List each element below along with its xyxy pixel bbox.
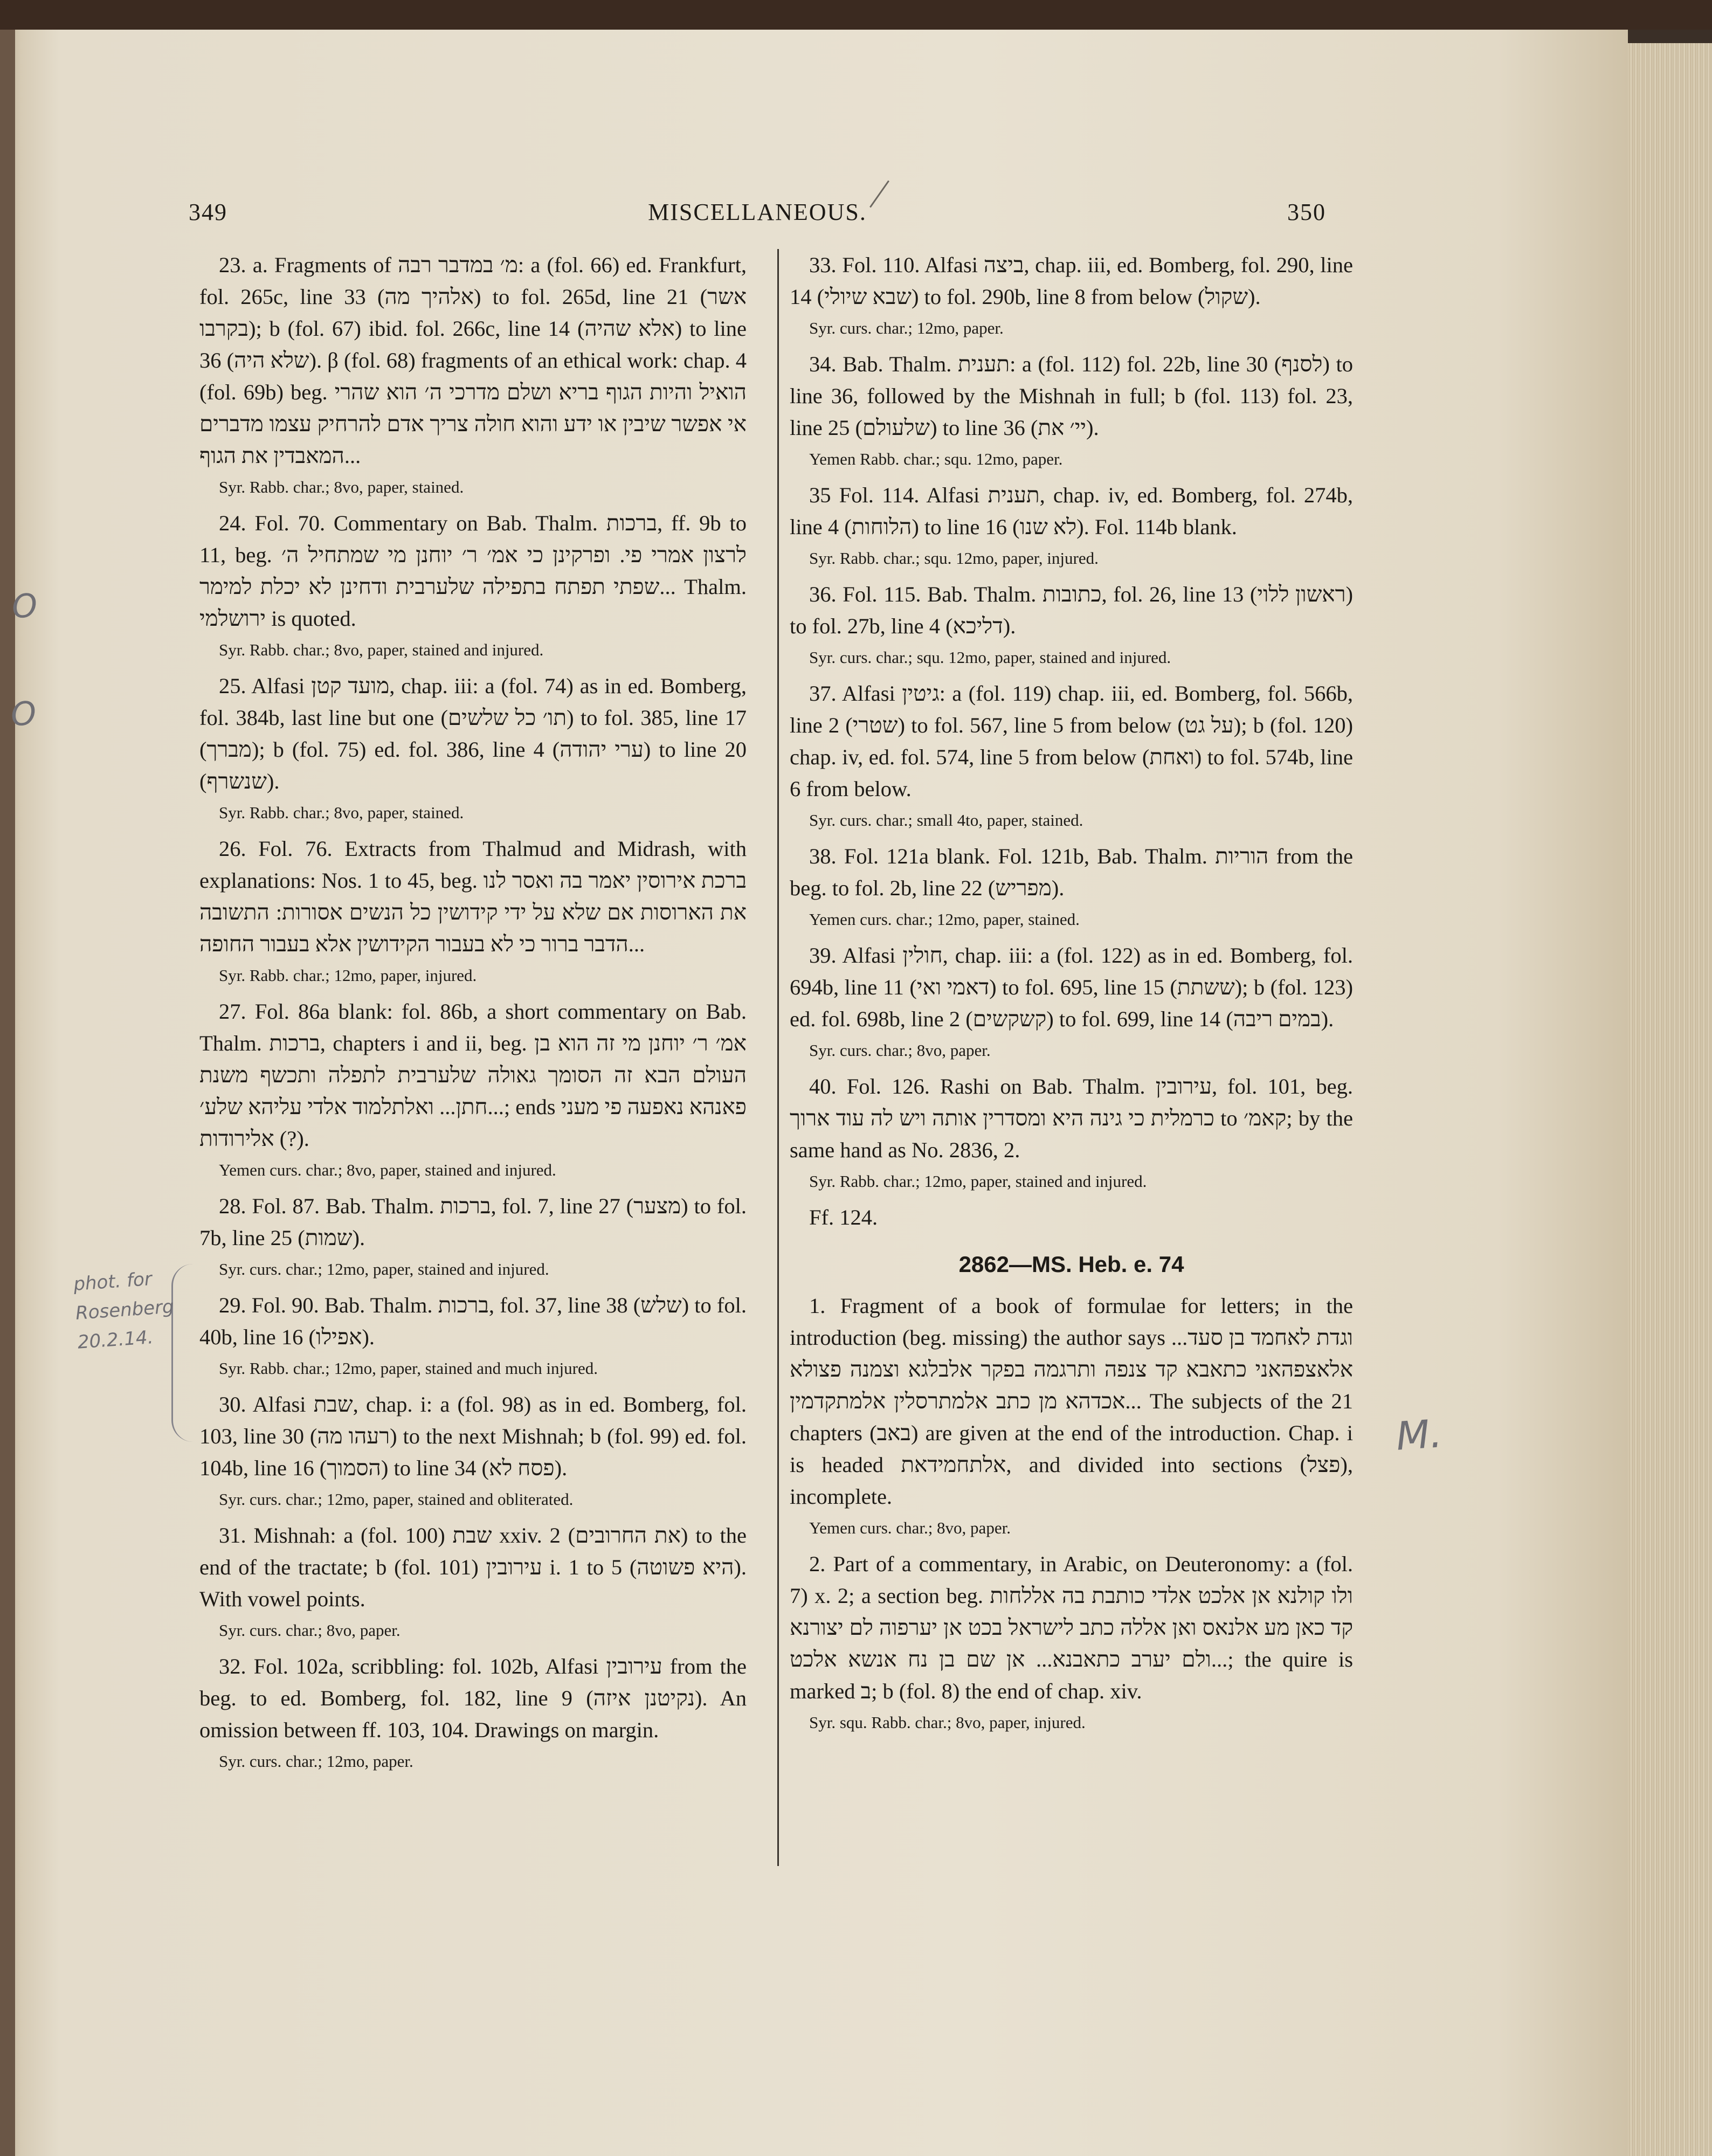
entry-31 <box>199 1519 747 1643</box>
entry-note: Syr. curs. char.; 12mo, paper. <box>809 319 1004 337</box>
entry-39 <box>790 939 1353 1063</box>
entry-38 <box>790 840 1353 932</box>
pencil-mark-right: M. <box>1395 1411 1444 1459</box>
entry-note: Syr. Rabb. char.; 8vo, paper, stained. <box>219 803 464 822</box>
book-binding <box>0 30 15 2156</box>
entry-note: Syr. curs. char.; small 4to, paper, stained. <box>809 811 1083 830</box>
entry-note: Syr. curs. char.; 12mo, paper. <box>219 1752 413 1771</box>
entry-note: Syr. curs. char.; 8vo, paper. <box>809 1041 991 1060</box>
entry-28 <box>199 1190 747 1282</box>
page-edges <box>1628 43 1712 2156</box>
page-number-left: 349 <box>189 199 227 225</box>
entry-text: 27. Fol. 86a blank: fol. 86b, a short commentary on Bab. Thalm. ברכות, chapters i and ii, beg. אמ׳ ר׳ יוחנן מי זה הוא בן העולם הבא זה הסומך גאולה שלערבית לתפלה ותכשף משנת חתן... ואלתלמוד אלדי עליהא שלע׳...; ends פאנהא נאפעה פי מעני אלירודות (?). <box>199 999 747 1151</box>
entry-note: Syr. Rabb. char.; 8vo, paper, stained. <box>219 478 464 496</box>
ms-entry-2 <box>790 1548 1353 1735</box>
ms-entry-1 <box>790 1290 1353 1540</box>
entry-note: Syr. curs. char.; squ. 12mo, paper, stained and injured. <box>809 648 1171 667</box>
entry-note: Syr. Rabb. char.; 8vo, paper, stained and injured. <box>219 640 544 659</box>
page-title: MISCELLANEOUS. <box>648 199 867 225</box>
entry-29 <box>199 1289 747 1381</box>
entry-note: Syr. Rabb. char.; 12mo, paper, injured. <box>219 966 477 985</box>
entry-33 <box>790 249 1353 341</box>
entry-text: 37. Alfasi גיטין: a (fol. 119) chap. iii, ed. Bomberg, fol. 566b, line 2 (שטרי) to fol. 567, line 5 from below (על גט); b (fol. 120) chap. iv, ed. fol. 574, line 5 from below (ואחת) to fol. 574b, line 6 from below. <box>790 681 1353 801</box>
entry-note: Syr. Rabb. char.; 12mo, paper, stained and much injured. <box>219 1359 598 1378</box>
pencil-bracket <box>171 1264 195 1442</box>
entry-text: 1. Fragment of a book of formulae for letters; in the introduction (beg. missing) the author says ...וגדת לאחמד בן סעד אלאצפהאני כתאבא קד צנפה ותרגמה בפקר אלבלגא וצמנה פצולא אכדהא מן כתב אלמתרסלין אלמתקדמין... The subjects of the 21 chapters (באב) are given at the end of the introduction. Chap. i is headed אלתחמידאת, and divided into sections (פצל), incomplete. <box>790 1294 1354 1509</box>
entry-note: Yemen curs. char.; 8vo, paper, stained and injured. <box>219 1160 556 1179</box>
entry-24 <box>199 507 747 662</box>
pencil-mark-left-1: O <box>10 586 39 626</box>
entry-text: 26. Fol. 76. Extracts from Thalmud and Midrash, with explanations: Nos. 1 to 45, beg. ברכת אירוסין יאמר בה ואסר לנו את הארוסות אם שלא על ידי קידושין כל הנשים אסורות: התשובה הדבר ברור כי לא בעבור הקידושין אלא בעבור החופה... <box>199 837 747 956</box>
entry-23 <box>199 249 747 500</box>
entry-25 <box>199 670 747 825</box>
entry-note: Syr. Rabb. char.; 12mo, paper, stained and injured. <box>809 1172 1147 1191</box>
entry-note: Syr. curs. char.; 12mo, paper, stained and injured. <box>219 1260 549 1279</box>
entry-text: 2. Part of a commentary, in Arabic, on Deuteronomy: a (fol. 7) x. 2; a section beg. ולו קולנא אן אלכט אלדי כותבת בה אללחות קד כאן מע אלנאס ואן אללה כתב לישראל בכט אן יערפוה לם יצורנא ולם יערב כתאבנא... אן שם בן נח אנשא אלכט...; the quire is marked ב; b (fol. 8) the end of chap. xiv. <box>790 1552 1353 1703</box>
entry-note: Yemen curs. char.; 12mo, paper, stained. <box>809 910 1080 929</box>
entry-text: 28. Fol. 87. Bab. Thalm. ברכות, fol. 7, line 27 (מצער) to fol. 7b, line 25 (שמות). <box>199 1194 747 1250</box>
entry-text: 25. Alfasi מועד קטן, chap. iii: a (fol. 74) as in ed. Bomberg, fol. 384b, last line but one (תו׳ כל שלשים) to fol. 385, line 17 (מברך); b (fol. 75) ed. fol. 386, line 4 (ערי יהודה) to line 20 (שנשרף). <box>199 674 747 793</box>
entry-34 <box>790 348 1353 472</box>
page-number-right: 350 <box>1287 199 1326 225</box>
entry-note: Syr. curs. char.; 12mo, paper, stained and obliterated. <box>219 1490 574 1509</box>
pencil-photo-note: phot. for Rosenberg 20.2.14. <box>73 1268 175 1353</box>
entry-27 <box>199 996 747 1183</box>
entry-37 <box>790 678 1353 833</box>
entry-text: 34. Bab. Thalm. תענית: a (fol. 112) fol. 22b, line 30 (לסנף) to line 36, followed by the Mishnah in full; b (fol. 113) fol. 23, line 25 (שלעולם) to line 36 (יי׳ את). <box>790 352 1353 440</box>
manuscript-heading: 2862—MS. Heb. e. 74 <box>958 1252 1184 1277</box>
entry-note: Syr. curs. char.; 8vo, paper. <box>219 1621 401 1640</box>
entry-text: 33. Fol. 110. Alfasi ביצה, chap. iii, ed. Bomberg, fol. 290, line 14 (שבא שיולי) to fol. 290b, line 8 from below (שקול). <box>790 253 1354 309</box>
entry-text: 32. Fol. 102a, scribbling: fol. 102b, Alfasi עירובין from the beg. to ed. Bomberg, fol. 182, line 9 (נקיטנן איזה). An omission between ff. 103, 104. Drawings on margin. <box>199 1654 747 1742</box>
column-divider <box>777 249 779 1866</box>
book-top-edge <box>0 0 1712 30</box>
entry-32 <box>199 1650 747 1774</box>
entry-text: 31. Mishnah: a (fol. 100) שבת xxiv. 2 (את החרובים) to the end of the tractate; b (fol. 101) עירובין i. 1 to 5 (היא פשוטה). With vowel points. <box>199 1523 747 1611</box>
entry-35 <box>790 479 1353 571</box>
entry-30 <box>199 1388 747 1512</box>
entry-text: 30. Alfasi שבת, chap. i: a (fol. 98) as in ed. Bomberg, fol. 103, line 30 (רעהו מה) to the next Mishnah; b (fol. 99) ed. fol. 104b, line 16 (הסמוך) to line 34 (פסח לא). <box>199 1392 747 1480</box>
entry-text: 36. Fol. 115. Bab. Thalm. כתובות, fol. 26, line 13 (ראשון ללוי) to fol. 27b, line 4 (דליכא). <box>790 582 1353 638</box>
entry-40 <box>790 1070 1353 1194</box>
pencil-mark-left-2: O <box>9 694 38 734</box>
running-header <box>189 198 1326 236</box>
left-column <box>199 249 747 1781</box>
entry-text: 38. Fol. 121a blank. Fol. 121b, Bab. Thalm. הוריות from the beg. to fol. 2b, line 22 (מפריש). <box>790 844 1353 900</box>
entry-note: Yemen Rabb. char.; squ. 12mo, paper. <box>809 450 1063 468</box>
entry-note: Yemen curs. char.; 8vo, paper. <box>809 1518 1011 1537</box>
entry-text: 23. a. Fragments of מ׳ במדבר רבה: a (fol. 66) ed. Frankfurt, fol. 265c, line 33 (אלהיך מה) to fol. 265d, line 21 (אשר בקרבו); b (fol. 67) ibid. fol. 266c, line 14 (אלא שהיה) to line 36 (שלא היה). β (fol. 68) fragments of an ethical work: chap. 4 (fol. 69b) beg. הואיל והיות הגוף בריא ושלם מדרכי ה׳ הוא שהרי אי אפשר שיבין או ידע והוא חולה צריך אדם להרחיק עצמו מדברים המאבדין את הגוף... <box>199 253 747 468</box>
folio-count: Ff. 124. <box>809 1205 878 1229</box>
entry-note: Syr. squ. Rabb. char.; 8vo, paper, injured. <box>809 1713 1086 1732</box>
entry-text: 39. Alfasi חולין, chap. iii: a (fol. 122) as in ed. Bomberg, fol. 694b, line 11 (דאמי ואי) to fol. 695, line 15 (ששתת); b (fol. 123) ed. fol. 698b, line 2 (קשקשים) to fol. 699, line 14 (במים ריבה). <box>790 943 1354 1031</box>
entry-text: 40. Fol. 126. Rashi on Bab. Thalm. עירובין, fol. 101, beg. כרמלית כי גינה היא ומסדרין אותה ויש לה עוד ארוך to קאמ׳; by the same hand as No. 2836, 2. <box>790 1074 1353 1162</box>
entry-text: 35 Fol. 114. Alfasi תענית, chap. iv, ed. Bomberg, fol. 274b, line 4 (הלוחות) to line 16 (לא שנו). Fol. 114b blank. <box>790 483 1353 539</box>
entry-26 <box>199 833 747 988</box>
entry-text: 24. Fol. 70. Commentary on Bab. Thalm. ברכות, ff. 9b to 11, beg. לרצון אמרי פי. ופרקינן כי אמ׳ ר׳ יוחנן מי שמתחיל ה׳ שפתי תפתח בתפילה שלערבית ודחינן לא יכלת למימר... Thalm. ירושלמי is quoted. <box>199 511 747 631</box>
entry-text: 29. Fol. 90. Bab. Thalm. ברכות, fol. 37, line 38 (שלש) to fol. 40b, line 16 (אפילו). <box>199 1293 747 1349</box>
entry-36 <box>790 578 1353 670</box>
entry-note: Syr. Rabb. char.; squ. 12mo, paper, injured. <box>809 549 1099 568</box>
right-column <box>790 249 1353 1743</box>
